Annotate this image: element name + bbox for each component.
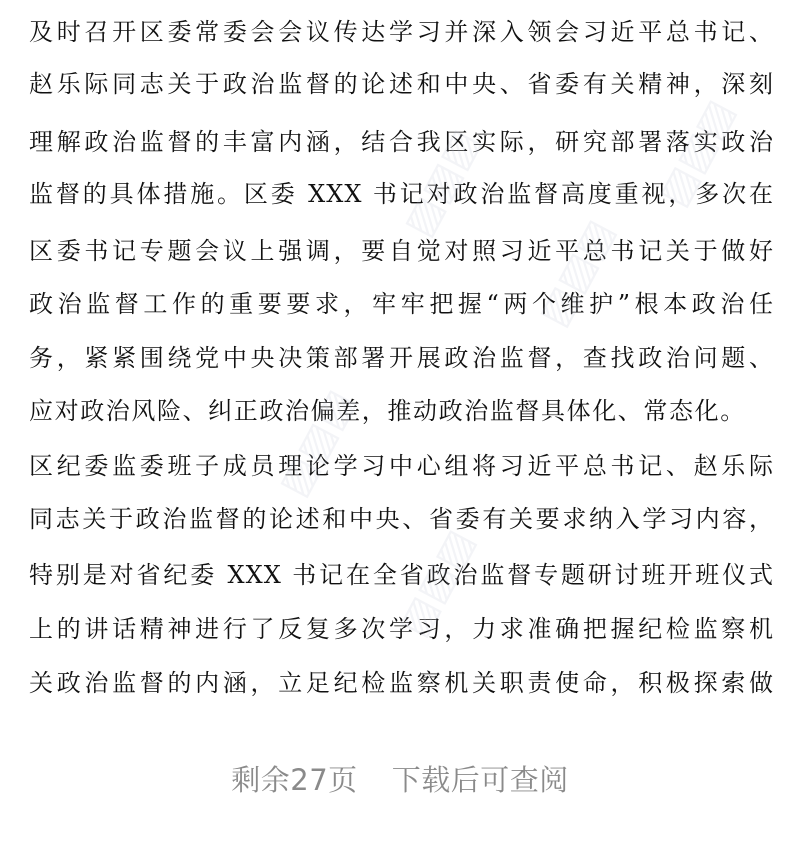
download-prompt[interactable] <box>0 720 800 853</box>
document-line: 应对政治风险、纠正政治偏差，推动政治监督具体化、常态化。 <box>29 397 746 425</box>
document-line: 上的讲话精神进行了反复多次学习，力求准确把握纪检监察机 <box>29 615 774 643</box>
download-hint-label: 下载后可查阅 <box>391 763 569 797</box>
document-line: 理解政治监督的丰富内涵，结合我区实际，研究部署落实政治 <box>29 128 774 156</box>
document-line: 政治监督工作的重要要求，牢牢把握“两个维护”根本政治任 <box>29 290 774 318</box>
document-line: 赵乐际同志关于政治监督的论述和中央、省委有关精神，深刻 <box>29 70 774 98</box>
remaining-pages-label: 剩余27页 <box>231 763 358 797</box>
document-line: 务，紧紧围绕党中央决策部署开展政治监督，查找政治问题、 <box>29 344 774 372</box>
watermark-mark: ▨▨▨ <box>529 212 624 334</box>
document-line: 特别是对省纪委 XXX 书记在全省政治监督专题研讨班开班仪式 <box>29 561 774 589</box>
document-line: 及时召开区委常委会会议传达学习并深入领会习近平总书记、 <box>29 18 774 46</box>
download-prompt-text[interactable] <box>0 758 800 799</box>
watermark-mark: ▨▨▨ <box>649 92 744 214</box>
document-line: 区纪委监委班子成员理论学习中心组将习近平总书记、赵乐际 <box>29 452 774 480</box>
document-line: 同志关于政治监督的论述和中央、省委有关要求纳入学习内容， <box>29 505 774 533</box>
watermark-mark: ▨▨▨ <box>394 122 489 244</box>
watermark-mark: ▨▨▨ <box>269 382 364 504</box>
document-line: 监督的具体措施。区委 XXX 书记对政治监督高度重视，多次在 <box>29 180 774 208</box>
watermark-mark: ▨▨▨ <box>389 522 484 644</box>
document-line: 关政治监督的内涵，立足纪检监察机关职责使命，积极探索做 <box>29 669 774 697</box>
document-line: 区委书记专题会议上强调，要自觉对照习近平总书记关于做好 <box>29 237 774 265</box>
